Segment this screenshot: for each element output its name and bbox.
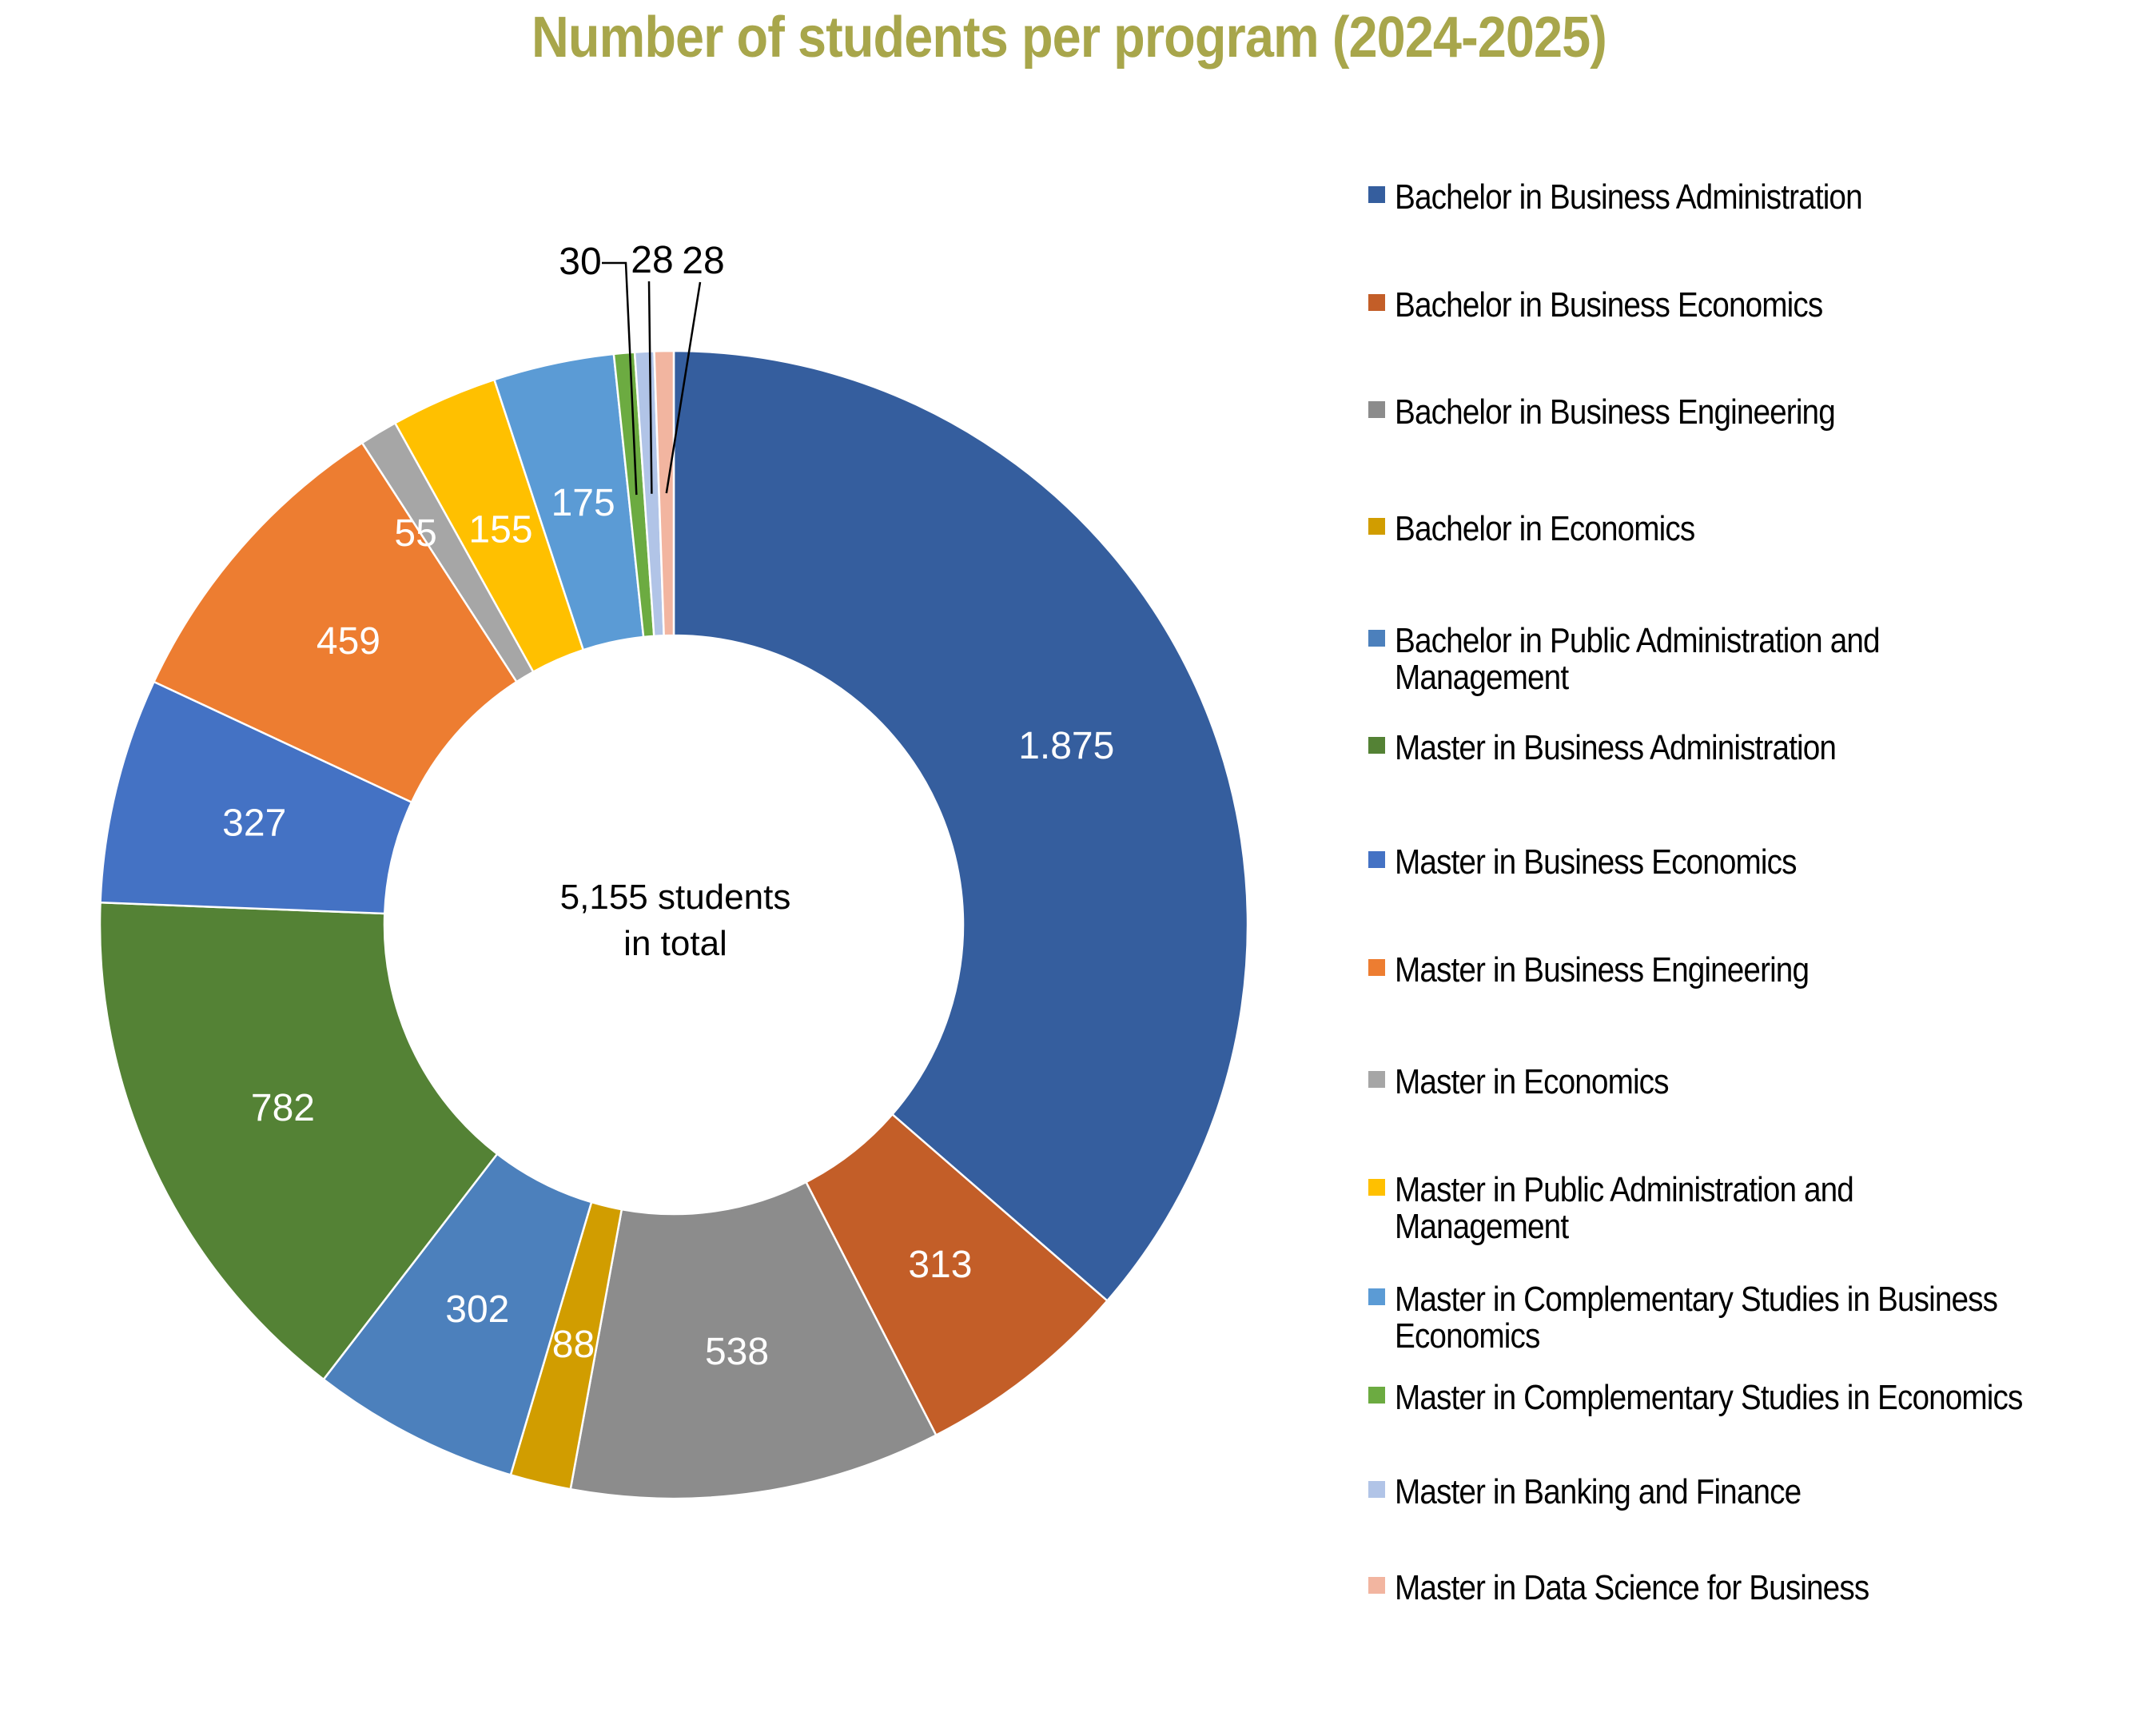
legend-swatch [1368, 186, 1385, 203]
pie-slice [674, 351, 1248, 1300]
legend-label: Master in Banking and Finance [1395, 1472, 1802, 1511]
legend-label: Master in Public Administration and Management [1395, 1170, 1853, 1246]
slice-value-label: 538 [704, 1331, 770, 1374]
legend-label: Bachelor in Economics [1395, 509, 1695, 548]
legend-label: Bachelor in Business Administration [1395, 177, 1862, 217]
slice-value-label: 155 [468, 508, 533, 551]
legend-label: Master in Business Engineering [1395, 950, 1810, 989]
legend-swatch [1368, 1288, 1385, 1305]
legend-item [1368, 1172, 1916, 1245]
legend-label: Bachelor in Business Economics [1395, 285, 1823, 325]
legend-item [1368, 179, 1925, 216]
legend-swatch [1368, 1387, 1385, 1404]
slice-value-label: 88 [551, 1324, 595, 1367]
legend-swatch [1368, 1481, 1385, 1498]
legend-swatch [1368, 1577, 1385, 1594]
legend-label: Master in Data Science for Business [1395, 1568, 1869, 1607]
legend-swatch [1368, 1179, 1385, 1196]
slice-value-label: 1.875 [1018, 724, 1115, 767]
legend-item [1368, 952, 1865, 989]
legend-swatch [1368, 401, 1385, 418]
legend-swatch [1368, 630, 1385, 647]
slice-value-label: 28 [682, 240, 725, 282]
center-total-line2: in total [623, 924, 727, 963]
legend-item [1368, 1474, 1857, 1511]
center-total-line1: 5,155 students [559, 878, 791, 917]
legend-item [1368, 623, 1945, 696]
legend-label: Bachelor in Public Administration and Management [1395, 621, 1880, 697]
slice-value-label: 313 [908, 1243, 973, 1286]
slice-value-label: 782 [250, 1086, 315, 1129]
legend-item [1368, 287, 1881, 324]
legend-label: Bachelor in Business Engineering [1395, 392, 1835, 432]
legend-swatch [1368, 1071, 1385, 1088]
legend-item [1368, 1380, 2108, 1416]
legend-item [1368, 1064, 1706, 1101]
chart-title: Number of students per program (2024-2025) [532, 6, 1606, 70]
legend-item [1368, 844, 1851, 881]
legend-swatch [1368, 959, 1385, 976]
slice-value-label: 55 [394, 512, 437, 555]
legend-label: Master in Business Administration [1395, 728, 1837, 767]
legend-item [1368, 1281, 2080, 1355]
legend-item [1368, 1570, 1933, 1607]
legend-swatch [1368, 518, 1385, 535]
legend-item [1368, 394, 1895, 431]
slice-value-label: 28 [631, 239, 674, 281]
slice-value-label: 175 [551, 482, 615, 525]
legend-swatch [1368, 294, 1385, 311]
slice-value-label: 302 [445, 1288, 510, 1331]
legend-label: Master in Complementary Studies in Business Economics [1395, 1280, 1998, 1356]
legend-item [1368, 511, 1736, 547]
legend-swatch [1368, 851, 1385, 868]
legend-swatch [1368, 737, 1385, 754]
slice-value-label: 327 [222, 802, 287, 845]
legend-label: Master in Economics [1395, 1062, 1669, 1101]
legend-label: Master in Complementary Studies in Economics [1395, 1378, 2023, 1417]
slice-value-label: 30 [559, 241, 602, 283]
slice-value-label: 459 [316, 620, 381, 663]
legend-label: Master in Business Economics [1395, 842, 1797, 882]
legend-item [1368, 730, 1896, 766]
